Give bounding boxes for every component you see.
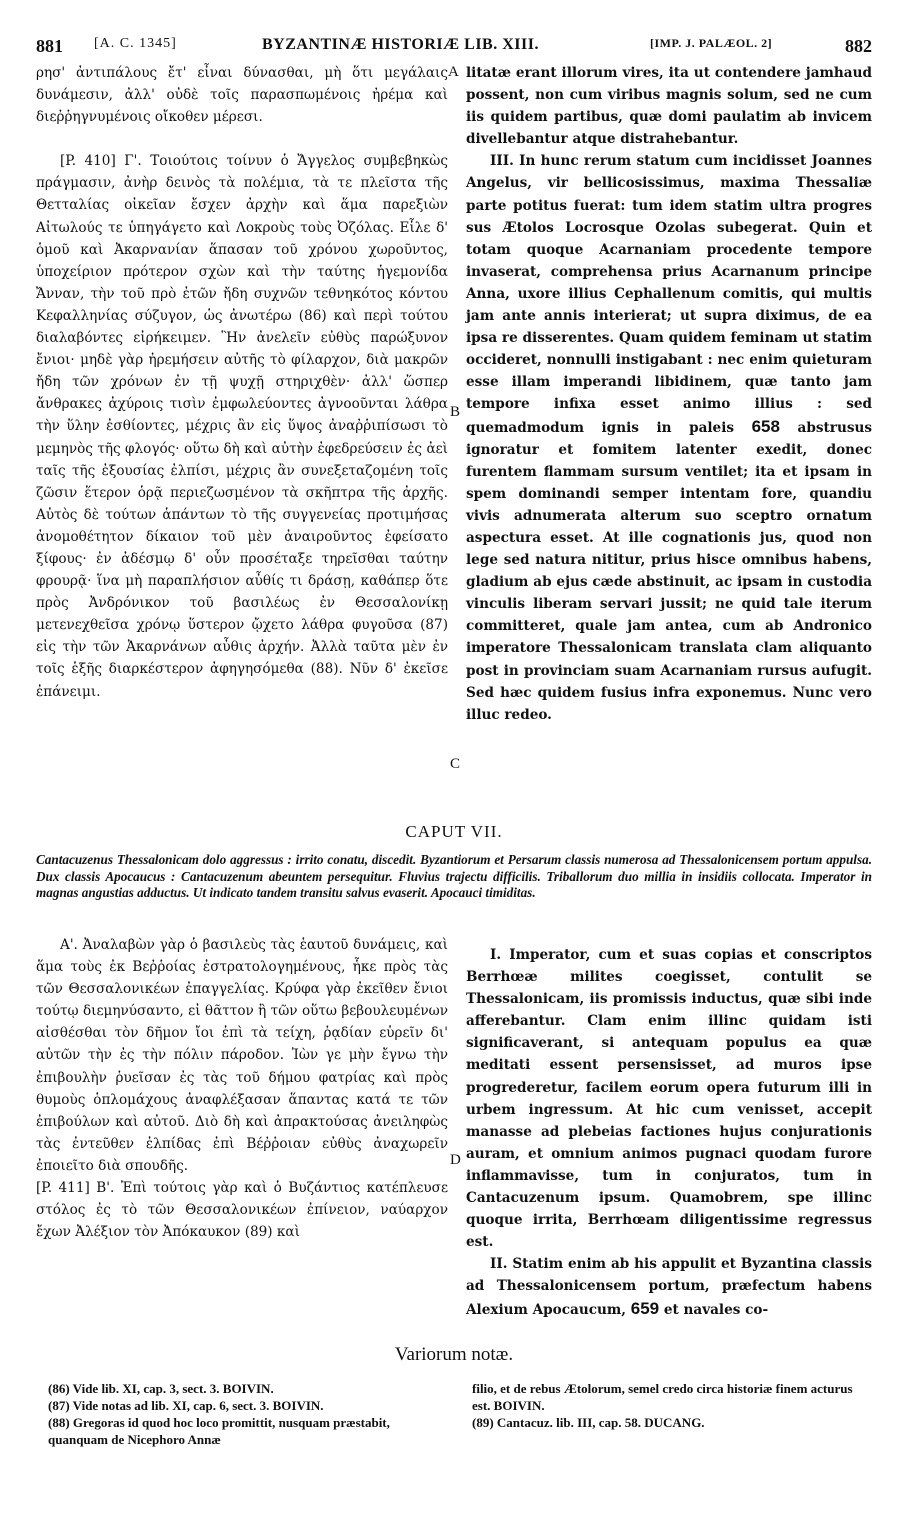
column-number: 658 <box>751 416 780 436</box>
latin-text: III. In hunc rerum statum cum incidisset Joannes Angelus, vir bellicosissimus, maxima Thessaliæ parte potitus fuerat: tum idem statim ultra progres sus Ætolos Locrosque Ozolas subegerat. Quin et totam quoque Acarnaniam procedente tempore invaserat, comprehensa prius Acarnanum principe Anna, uxore illius Cephallenum comitis, qui multis jam ante annis interierat; ut supra diximus, de ea ipsa re disserentes. Quam quidem feminam ut statim occideret, nonnulli instigabant : nec enim quieturam esse illam imperandi libidinem, quæ tanto jam tempore infixa esset animo illius : sed quemadmodum ignis in paleis <box>466 153 872 436</box>
greek-column-bottom <box>36 934 448 1243</box>
left-year-marker: [A. C. 1345] <box>94 36 177 51</box>
right-page-number: 882 <box>845 36 872 56</box>
greek-paragraph: Α'. Ἀναλαβὼν γὰρ ὁ βασιλεὺς τὰς ἑαυτοῦ δυνάμεις, καὶ ἅμα τοὺς ἐκ Βεῤῥοίας ἐστρατολογημένους, ἧκε πρὸς τὰς τῶν Θεσσαλονικέων ἐπαγγελίας. Κρύφα γὰρ ἐκεῖθεν ἔνιοι τούτῳ διεμηνύσαντο, εἰ θᾶττον ἢ τῶν οὕτω βεβουλευμένων αἰσθέσθαι τὸν δῆμον ἴοι ἐπὶ τὰ τείχη, ῥᾳδίαν εὑρεῖν δι' αὐτῶν τὴν ἐς τὴν πόλιν πάροδον. Ἰὼν γε μὴν ἔγνω τὴν ἐπιβουλὴν ῥυεῖσαν ἐς τὰς τοῦ δήμου φατρίας καὶ πρὸς θυμοὺς ὁπλομάχους ἀναφλέξασαν ἅπαντας κατά τε τῶν ἐπιβούλων καὶ αὐτοῦ. Διὸ δὴ καὶ ἀπρακτούσας ἀνειληφὼς τὰς ἐντεῦθεν ἐλπίδας ἐπὶ Βέῤῥοιαν εὐθὺς ἀναχωρεῖν ἐποιεῖτο διὰ σπουδῆς. <box>36 937 448 1174</box>
right-emperor-marker: [IMP. J. PALÆOL. 2] <box>650 36 773 50</box>
footnote: filio, et de rebus Ætolorum, semel credo circa historiæ finem acturus est. BOIVIN. <box>472 1381 853 1413</box>
greek-column-top <box>36 62 448 703</box>
column-number: 659 <box>630 1298 660 1318</box>
latin-text: abstrusus ignoratur et fomitem latenter exedit, donec furentem flammam sursum ventilet; ita et ipsam in spem dominandi semper intentam fore, quandiu vivis adnumerata alterum suo sceptro ornatum aspectura esset. At ille cognationis jus, quod non lege sed natura nititur, prius hisce omnibus habens, gladium ab ejus cæde abstinuit, ac ipsam in custodia vinculis liberam servari jussit; ne quid tale iterum committeret, quale jam antea, cum ab Andronico imperatore Thessalonicam translata clam aliquanto post in provinciam suam Acarnaniam rursus aufugit. Sed hæc quidem fusius infra exponemus. Nunc vero illuc redeo. <box>466 419 873 723</box>
greek-paragraph: [P. 411] Β'. Ἐπὶ τούτοις γὰρ καὶ ὁ Βυζάντιος κατέπλευσε στόλος ἐς τὸ τῶν Θεσσαλονικέων ἐπίνειον, ναύαρχον ἔχων Ἀλέξιον τὸν Ἀπόκαυκον (89) καὶ <box>36 1180 448 1241</box>
latin-paragraph <box>466 150 872 725</box>
footnote: (86) Vide lib. XI, cap. 3, sect. 3. BOIVIN. <box>48 1381 274 1396</box>
footnote: (89) Cantacuz. lib. III, cap. 58. DUCANG. <box>472 1415 705 1430</box>
chapter-heading: CAPUT VII. <box>405 822 503 841</box>
margin-marker-a: A <box>448 64 459 80</box>
latin-paragraph: litatæ erant illorum vires, ita ut contendere jamhaud possent, non cum viribus magnis solum, sed ne cum iis quidem partibus, quæ domi paulatim ab invicem divellebantur atque distrahebantur. <box>466 65 872 148</box>
greek-paragraph: ρησ' ἀντιπάλους ἔτ' εἶναι δύνασθαι, μὴ ὅτι μεγάλαις δυνάμεσιν, ἀλλ' οὐδὲ τοῖς παρασπωμένοις ἠρέμα καὶ διεῤῥηγνυμένοις οἴκοθεν μέρεσι. <box>36 65 448 126</box>
footnote: (88) Gregoras id quod hoc loco promittit, nusquam præstabit, quanquam de Nicephoro Annæ <box>48 1415 390 1447</box>
latin-paragraph: I. Imperator, cum et suas copias et conscriptos Berrhœæ milites coegisset, contulit se Thessalonicam, iis promissis inductus, quæ sibi inde afferebantur. Clam enim illinc quidam isti significaverant, si antequam populus ea quæ meditati essent persensisset, ad muros ipse progrederetur, facilem eorum opera futurum illi in urbem ingressum. At hic cum venisset, accepit manasse ad plebeias factiones hujus conjurationis auram, et omnium animos pugnaci quodam furore inflammavisse, tum in conjuratos, tum in Cantacuzenum ipsum. Quamobrem, spe illinc quoque irrita, Berrhœam diligentissime regressus est. <box>466 947 872 1251</box>
latin-column-bottom <box>466 944 872 1321</box>
greek-paragraph: [P. 410] Γ'. Τοιούτοις τοίνυν ὁ Ἄγγελος συμβεβηκὼς πράγμασιν, ἀνὴρ δεινὸς τὰ πολέμια, τὰ τε πλεῖστα τῆς Θετταλίας οἰκεῖαν ἔσχεν ἀρχὴν καὶ ἅμα παρεξιὼν Αἰτωλούς τε ὑπηγάγετο καὶ Λοκροὺς τοὺς Ὀζόλας. Εἷλε δ' ὁμοῦ καὶ Ἀκαρνανίαν ἅπασαν τοῦ χρόνου χωροῦντος, ὑποχείριον πρότερον σχὼν καὶ τὴν ταύτης ἡγεμονίδα Ἄνναν, τὴν τοῦ πρὸ ἐτῶν ἤδη συχνῶν τεθνηκότος κόντου Κεφαλληνίας σύζυγον, ὡς ἀνωτέρω (86) καὶ περὶ τούτου διαλαβόντες εἰρήκειμεν. Ἣν ἀνελεῖν εὐθὺς παρώξυνον ἔνιοι· μηδὲ γὰρ ἠρεμήσειν αὐτῆς τὸ φίλαρχον, διὰ μακρῶν ἤδη τῶν χρόνων ἐν τῇ ψυχῇ στηριχθὲν· ἀλλ' ὥσπερ ἄνθρακες ἀχύροις τισὶν ἐμφωλεύοντες ἀγνοοῦνται λάθρα τὴν ὕλην ἐσθίοντες, μέχρις ἂν εἰς ὕψος ἀναῤῥιπίσωσι τὸ μεμηνὸς τῆς φλογός· οὕτω δὴ καὶ αὐτὴν ἐφεδρεύσειν ἐς ἀεὶ ταῖς τῆς ἐξουσίας ἐλπίσι, μέχρις ἂν συνεξεταζομένη τοῖς ζῶσιν ἕτερον ὁρᾷ περιεζωσμένον τὰ σκῆπτρα τῆς ἀρχῆς. Αὐτὸς δὲ τούτων ἁπάντων τὸ τῆς συγγενείας προτιμήσας ἀνομοθέτητον δίκαιον τοῦ μὲν ἀναιροῦντος ἐφείσατο ξίφους· ἐν ἀδέσμῳ δ' οὖν προσέταξε τηρεῖσθαι ταύτην φρουρᾷ· ἵνα μὴ παραπλήσιον αὖθίς τι δράσῃ, καθάπερ ὅτε πρὸς Ἀνδρόνικον τοῦ βασιλέως ἐν Θεσσαλονίκῃ μετενεχθεῖσα χρόνῳ ὕστερον ᾤχετο λάθρα φυγοῦσα (87) εἰς τὴν τῶν Ἀκαρνάνων αὖθις ἀρχήν. Ἀλλὰ ταῦτα μὲν ἐν τοῖς ἑξῆς διαρκέστερον ἀφηγησόμεθα (88). Νῦν δ' ἐκεῖσε ἐπάνειμι. <box>36 153 448 700</box>
margin-marker-d: D <box>450 1152 461 1168</box>
latin-text: II. Statim enim ab his appulit et Byzantina classis ad Thessalonicensem portum, præfectum habens Alexium Apocaucum, <box>466 1256 872 1318</box>
margin-marker-b: B <box>450 404 461 420</box>
margin-marker-c: C <box>450 756 461 772</box>
footnote: (87) Vide notas ad lib. XI, cap. 6, sect. 3. BOIVIN. <box>48 1398 324 1413</box>
running-header <box>36 36 872 60</box>
latin-paragraph <box>466 1253 872 1320</box>
latin-text: et navales co- <box>663 1301 769 1318</box>
notes-heading: Variorum notæ. <box>394 1344 514 1365</box>
running-title: BYZANTINÆ HISTORIÆ LIB. XIII. <box>262 36 539 53</box>
chapter-summary: Cantacuzenus Thessalonicam dolo aggressus : irrito conatu, discedit. Byzantiorum et Persarum classis numerosa ad Thessalonicensem portum appulsa. Dux classis Apocaucus : Cantacuzenum abeuntem persequitur. Fluvius trajectu difficilis. Triballorum duo millia in insidiis collocata. Imperator in magnas angustias adductus. Ut indicato tandem transitu salvus evaserit. Apocauci timiditas. <box>36 852 872 900</box>
notes-column-left <box>48 1380 448 1448</box>
latin-column-top <box>466 62 872 726</box>
left-page-number: 881 <box>36 36 63 56</box>
notes-column-right <box>472 1380 872 1431</box>
